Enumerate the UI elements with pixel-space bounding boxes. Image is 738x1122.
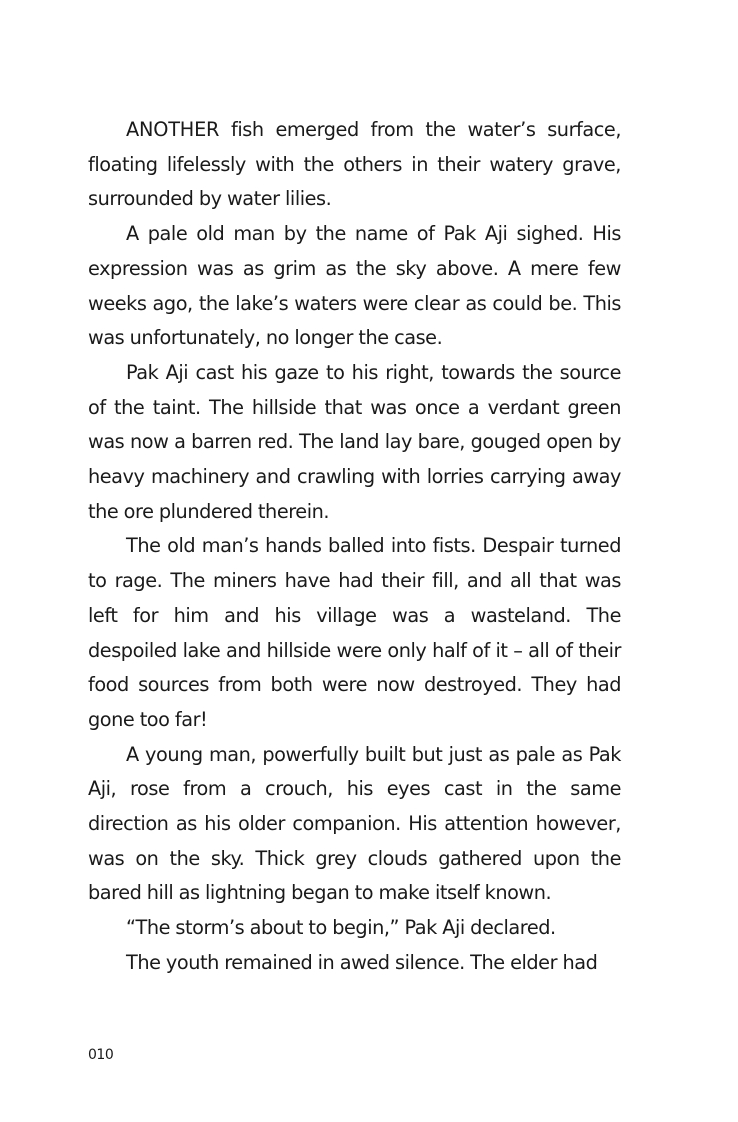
paragraph-2: A pale old man by the name of Pak Aji sighed. His expression was as grim as the sky above. A mere few weeks ago, the lake’s waters were clear as could be. This was unfortunately, no longer the case. <box>88 222 621 350</box>
page-number: 010 <box>88 1047 114 1063</box>
paragraph-lead-word: ANOTHER <box>126 118 220 141</box>
paragraph-4: The old man’s hands balled into fists. Despair turned to rage. The miners have had their fill, and all that was left for him and his village was a wasteland. The despoiled lake and hillside were only half of it – all of their food sources from both were now destroyed. They had gone too far! <box>88 534 621 731</box>
paragraph-1 <box>88 113 621 217</box>
paragraph-6: “The storm’s about to begin,” Pak Aji declared. <box>126 916 556 940</box>
paragraph-5: A young man, powerfully built but just as pale as Pak Aji, rose from a crouch, his eyes cast in the same direction as his older companion. His attention however, was on the sky. Thick grey clouds gathered upon the bared hill as lightning began to make itself known. <box>88 742 621 905</box>
paragraph-3: Pak Aji cast his gaze to his right, towards the source of the taint. The hillside that was once a verdant green was now a barren red. The land lay bare, gouged open by heavy machinery and crawling with lorries carrying away the ore plundered therein. <box>88 360 621 523</box>
story-text <box>88 113 621 981</box>
paragraph-7: The youth remained in awed silence. The elder had <box>126 950 598 974</box>
paragraph-1-text: fish emerged from the water’s surface, floating lifelessly with the others in their watery grave, surrounded by water lilies. <box>88 118 621 211</box>
